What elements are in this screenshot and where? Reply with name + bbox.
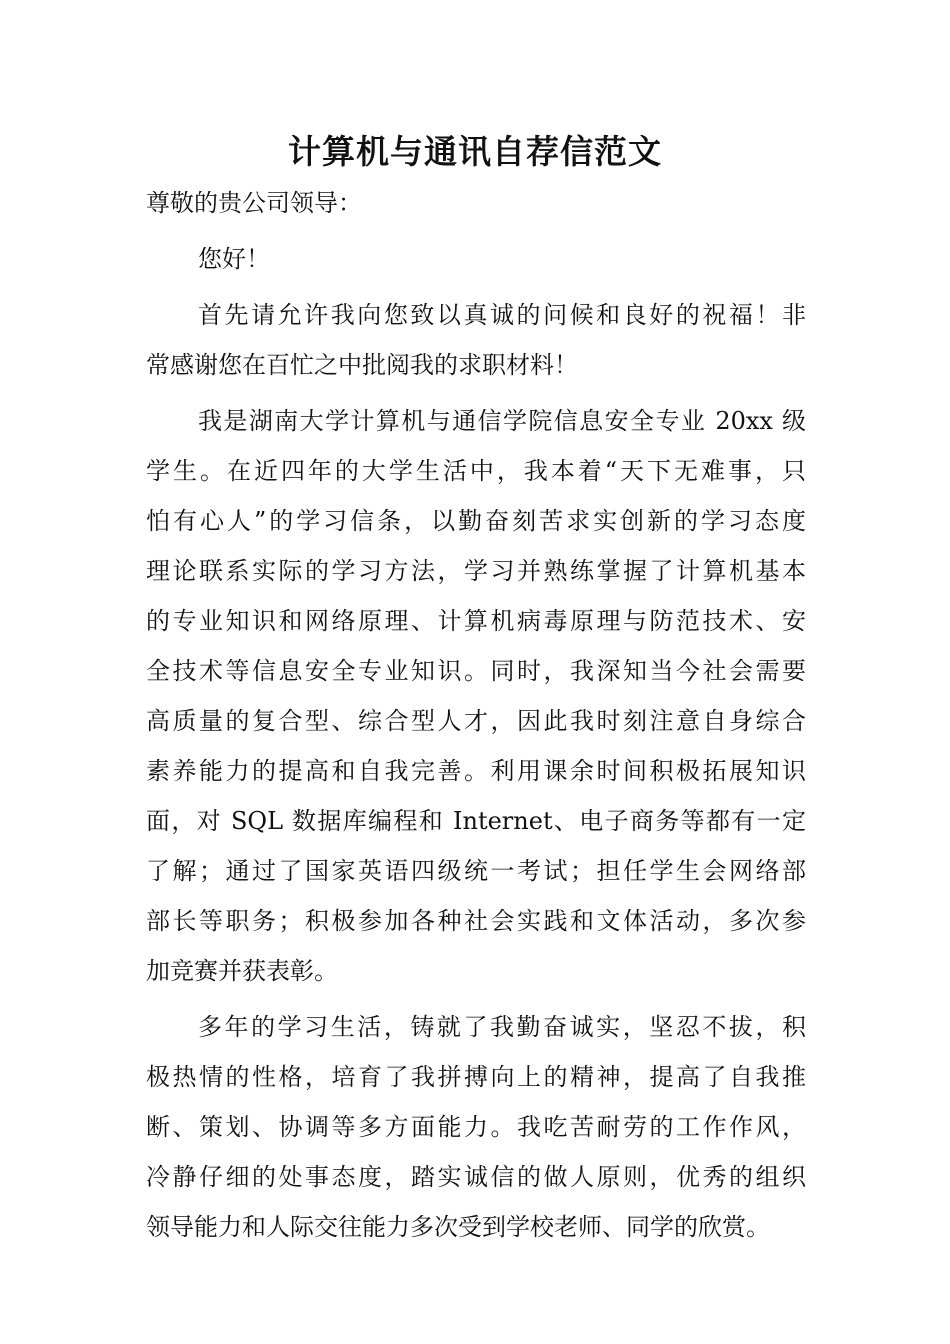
paragraph-line: 怕有心人”的学习信条，以勤奋刻苦求实创新的学习态度 [146, 507, 806, 535]
paragraph-line: 领导能力和人际交往能力多次受到学校老师、同学的欣赏。 [146, 1213, 770, 1241]
paragraph-line: 理论联系实际的学习方法，学习并熟练掌握了计算机基本 [146, 557, 806, 585]
paragraph-line: 部长等职务；积极参加各种社会实践和文体活动，多次参 [146, 907, 806, 935]
paragraph-line: 高质量的复合型、综合型人才，因此我时刻注意自身综合 [146, 707, 806, 735]
paragraph-line: 学生。在近四年的大学生活中，我本着“天下无难事，只 [146, 457, 806, 485]
paragraph-line: 冷静仔细的处事态度，踏实诚信的做人原则，优秀的组织 [146, 1163, 806, 1191]
paragraph-line: 我是湖南大学计算机与通信学院信息安全专业 20xx 级 [198, 407, 806, 435]
paragraph-line: 全技术等信息安全专业知识。同时，我深知当今社会需要 [146, 657, 806, 685]
paragraph-line: 首先请允许我向您致以真诚的问候和良好的祝福！非 [198, 301, 806, 329]
paragraph-1 [146, 290, 806, 390]
paragraph-line: 素养能力的提高和自我完善。利用课余时间积极拓展知识 [146, 757, 806, 785]
paragraph-line: 常感谢您在百忙之中批阅我的求职材料！ [146, 351, 578, 379]
salutation: 尊敬的贵公司领导： [146, 189, 362, 217]
letter-body [146, 178, 806, 1252]
document-title: 计算机与通讯自荐信范文 [288, 132, 662, 171]
paragraph-line: 了解；通过了国家英语四级统一考试；担任学生会网络部 [146, 857, 806, 885]
paragraph-line: 的专业知识和网络原理、计算机病毒原理与防范技术、安 [146, 607, 806, 635]
paragraph-3 [146, 1002, 806, 1252]
paragraph-line: 多年的学习生活，铸就了我勤奋诚实，坚忍不拔，积 [198, 1013, 806, 1041]
paragraph-line: 断、策划、协调等多方面能力。我吃苦耐劳的工作作风， [146, 1113, 806, 1141]
paragraph-line: 极热情的性格，培育了我拼搏向上的精神，提高了自我推 [146, 1063, 806, 1091]
paragraph-2 [146, 396, 806, 996]
greeting: 您好！ [198, 245, 270, 273]
paragraph-line: 面，对 SQL 数据库编程和 Internet、电子商务等都有一定 [146, 807, 806, 835]
paragraph-line: 加竞赛并获表彰。 [146, 957, 338, 985]
